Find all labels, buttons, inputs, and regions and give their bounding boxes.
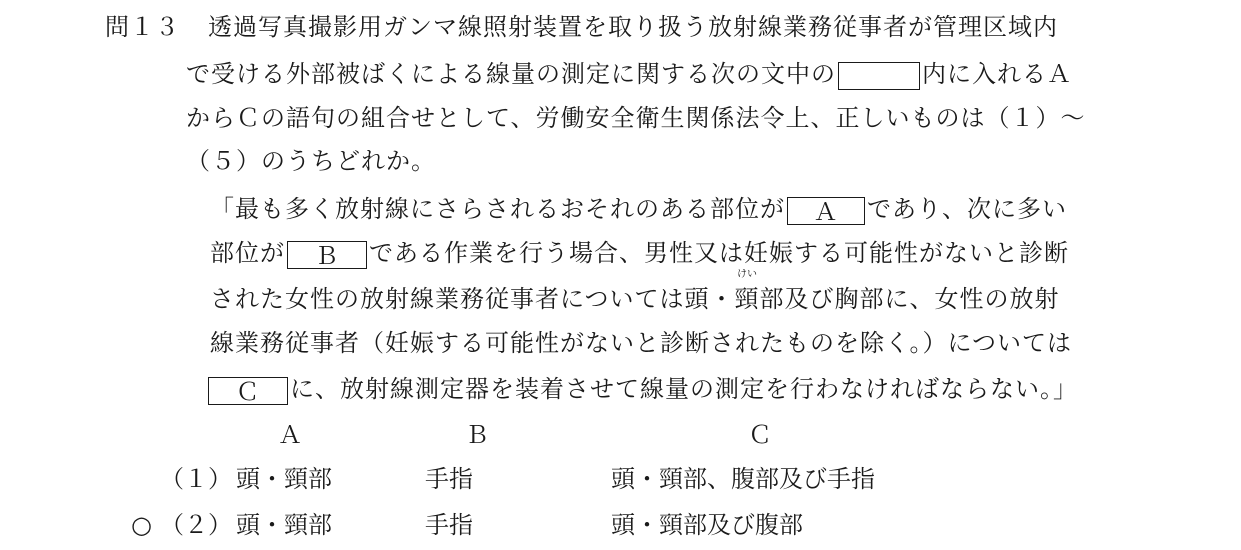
question-number: 問１３ (105, 13, 180, 41)
option-2-a: 頭・頸部 (236, 511, 332, 539)
passage-text-2a: 部位が (210, 239, 285, 267)
question-line-4 (186, 144, 436, 178)
question-text-2b: 内に入れるＡ (922, 60, 1072, 88)
ruby-kei (734, 269, 760, 316)
question-text-3: からＣの語句の組合せとして、労働安全衛生関係法令上、正しいものは（１）～ (186, 104, 1086, 132)
option-1-c: 頭・頸部、腹部及び手指 (611, 465, 875, 493)
correct-mark-icon: ○ (131, 511, 152, 539)
ruby-base: 頸 (734, 285, 760, 313)
ruby-reading: けい (737, 269, 758, 280)
passage-line-4 (210, 326, 1072, 360)
question-text-4: （５）のうちどれか。 (186, 147, 436, 175)
passage-text-1a: 「最も多く放射線にさらされるおそれのある部位が (210, 195, 785, 223)
option-1-a: 頭・頸部 (236, 465, 332, 493)
passage-text-3b: 部及び胸部に、女性の放射 (759, 285, 1060, 313)
passage-text-3a: された女性の放射線業務従事者については頭・ (210, 285, 735, 313)
passage-text-5: に、放射線測定器を装着させて線量の測定を行わなければならない。」 (290, 375, 1078, 403)
option-2-b: 手指 (425, 511, 473, 539)
passage-text-2b: である作業を行う場合、男性又は妊娠する可能性がないと診断 (369, 239, 1069, 267)
passage-line-2 (210, 236, 1069, 270)
option-2-number: （２） (160, 511, 232, 539)
option-2-c: 頭・頸部及び腹部 (611, 511, 803, 539)
header-a: Ａ (278, 421, 302, 449)
question-text-2a: で受ける外部被ばくによる線量の測定に関する次の文中の (186, 60, 836, 88)
passage-text-1b: であり、次に多い (867, 195, 1067, 223)
header-b: Ｂ (465, 421, 489, 449)
option-1-b: 手指 (425, 465, 473, 493)
question-line-2 (186, 57, 1072, 91)
header-c: Ｃ (748, 421, 772, 449)
question-line-1 (105, 10, 1058, 44)
question-line-3 (186, 101, 1086, 135)
passage-text-4: 線業務従事者（妊娠する可能性がないと診断されたものを除く。）については (210, 329, 1073, 357)
option-1-number: （１） (160, 465, 232, 493)
blank-a: Ａ (787, 197, 865, 225)
blank-box-icon (838, 62, 920, 90)
passage-line-5 (208, 372, 1078, 406)
blank-b: Ｂ (287, 241, 367, 269)
passage-line-1 (210, 192, 1067, 226)
passage-line-3 (210, 269, 1060, 316)
question-text-1: 透過写真撮影用ガンマ線照射装置を取り扱う放射線業務従事者が管理区域内 (208, 13, 1058, 41)
blank-c: Ｃ (208, 377, 288, 405)
